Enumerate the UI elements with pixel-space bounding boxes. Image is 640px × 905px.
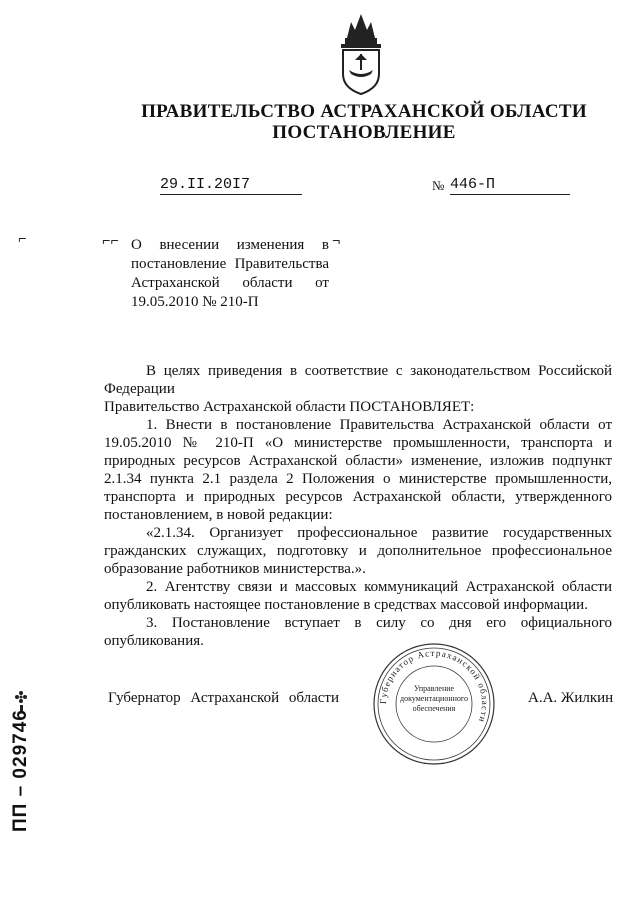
corner-mark-subject-end: ¬: [332, 234, 341, 250]
signatory-position: Губернатор Астраханской области: [108, 690, 340, 706]
stamp-center-text: Управление документационного обеспечения: [400, 684, 468, 713]
flower-mark-icon: [14, 690, 28, 704]
item-3: 3. Постановление вступает в силу со дня его официального опубликования.: [104, 615, 612, 649]
document-date: 29.II.20I7: [160, 176, 302, 195]
document-number: 446-П: [450, 176, 570, 195]
item-1-new-wording: «2.1.34. Организует профессиональное развитие государственных гражданских служащих, подготовку и дополнительное профессиональное образование работников министерства.».: [104, 525, 612, 577]
item-1: 1. Внести в постановление Правительства Астраханской области от 19.05.2010 № 210-П «О министерстве промышленности, транспорта и природных ресурсов Астраханской области» изменение, изложив подпункт 2.1.34 пункта 2.1 раздела 2 Положения о министерстве промышленности, транспорта и природных ресурсов Астраханской области, утвержденного постановлением, в новой редакции:: [104, 417, 612, 523]
signatory-name: А.А. Жилкин: [528, 690, 614, 706]
resolution-clause: Правительство Астраханской области ПОСТАНОВЛЯЕТ:: [104, 399, 475, 415]
coat-of-arms-icon: [331, 12, 391, 96]
item-2: 2. Агентству связи и массовых коммуникаций Астраханской области опубликовать настоящее постановление в средствах массовой информации.: [104, 579, 612, 613]
corner-mark-subject-start: ⌐⌐: [102, 234, 119, 250]
document-body: [104, 362, 612, 650]
corner-mark-left: ⌐: [18, 232, 27, 248]
official-stamp: [372, 642, 496, 766]
form-serial-number: ПП – 029746: [10, 709, 31, 832]
document-type-heading: ПОСТАНОВЛЕНИЕ: [272, 122, 456, 143]
government-heading: ПРАВИТЕЛЬСТВО АСТРАХАНСКОЙ ОБЛАСТИ: [141, 101, 587, 122]
document-subject: О внесении изменения в постановление Правительства Астраханской области от 19.05.2010 № 210-П: [131, 237, 329, 310]
stamp-ring-text: Губернатор Астраханской области: [377, 647, 491, 725]
preamble: В целях приведения в соответствие с законодательством Российской Федерации: [104, 363, 612, 397]
number-label: №: [432, 178, 445, 193]
